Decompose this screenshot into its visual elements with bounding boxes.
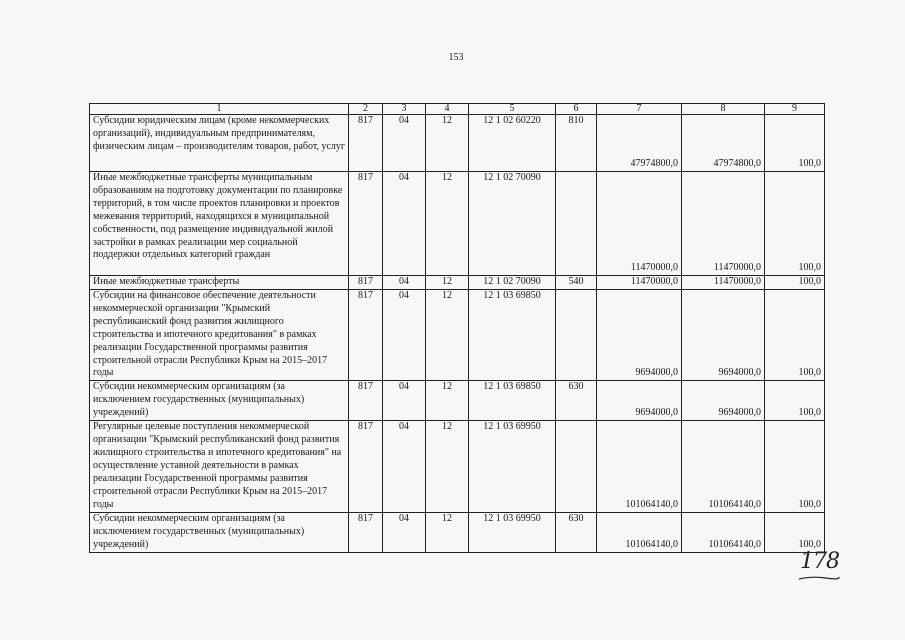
row-code-subsection: 12 — [426, 172, 469, 276]
row-description: Субсидии некоммерческим организациям (за исключением государственных (муниципальных) учреждений) — [90, 512, 349, 552]
table-row — [90, 512, 825, 552]
row-code-target: 12 1 03 69850 — [469, 290, 556, 381]
column-header: 1 — [90, 104, 349, 115]
row-code-section: 04 — [383, 115, 426, 172]
table-row — [90, 381, 825, 421]
column-header: 3 — [383, 104, 426, 115]
column-header: 4 — [426, 104, 469, 115]
row-percent: 100,0 — [765, 512, 825, 552]
row-amount-actual: 9694000,0 — [682, 290, 765, 381]
row-code-subsection: 12 — [426, 512, 469, 552]
row-code-section: 04 — [383, 512, 426, 552]
row-code-subsection: 12 — [426, 421, 469, 512]
row-code-subsection: 12 — [426, 290, 469, 381]
row-code-expense-type: 630 — [556, 381, 597, 421]
row-amount-actual: 11470000,0 — [682, 276, 765, 290]
row-code-expense-type — [556, 421, 597, 512]
row-amount-actual: 11470000,0 — [682, 172, 765, 276]
page-number: 153 — [448, 52, 464, 63]
column-header: 9 — [765, 104, 825, 115]
row-description: Субсидии некоммерческим организациям (за исключением государственных (муниципальных) учреждений) — [90, 381, 349, 421]
row-description: Субсидии юридическим лицам (кроме некоммерческих организаций), индивидуальным предпринимателям, физическим лицам – производителям товаров, работ, услуг — [90, 115, 349, 172]
row-description: Иные межбюджетные трансферты муниципальным образованиям на подготовку документации по планировке территорий, в том числе проектов планировки и проектов межевания территорий, находящихся в муниципальной собственности, под размещение индивидуальной жилой застройки в рамках реализации мер социальной поддержки отдельных категорий граждан — [90, 172, 349, 276]
column-header: 6 — [556, 104, 597, 115]
table-header-row — [90, 104, 825, 115]
row-code-ministry: 817 — [349, 381, 383, 421]
row-code-ministry: 817 — [349, 276, 383, 290]
underline-stroke — [798, 575, 840, 581]
table-row — [90, 115, 825, 172]
row-percent: 100,0 — [765, 381, 825, 421]
row-code-target: 12 1 03 69950 — [469, 512, 556, 552]
row-amount-planned: 101064140,0 — [597, 421, 682, 512]
table-row — [90, 421, 825, 512]
row-code-expense-type: 630 — [556, 512, 597, 552]
row-code-ministry: 817 — [349, 115, 383, 172]
row-description: Регулярные целевые поступления некоммерческой организации "Крымский республиканский фонд развития жилищного строительства и ипотечного кредитования" на осуществление уставной деятельности в рамках реализации Государственной программы развития строительной отрасли Республики Крым на 2015–2017 годы — [90, 421, 349, 512]
row-amount-actual: 101064140,0 — [682, 512, 765, 552]
column-header: 5 — [469, 104, 556, 115]
row-description: Иные межбюджетные трансферты — [90, 276, 349, 290]
row-code-section: 04 — [383, 421, 426, 512]
column-header: 7 — [597, 104, 682, 115]
row-code-ministry: 817 — [349, 421, 383, 512]
row-code-ministry: 817 — [349, 172, 383, 276]
row-code-target: 12 1 02 60220 — [469, 115, 556, 172]
table-row — [90, 172, 825, 276]
table-row — [90, 276, 825, 290]
row-code-expense-type — [556, 172, 597, 276]
row-percent: 100,0 — [765, 172, 825, 276]
row-amount-planned: 11470000,0 — [597, 276, 682, 290]
column-header: 8 — [682, 104, 765, 115]
row-percent: 100,0 — [765, 421, 825, 512]
row-amount-planned: 47974800,0 — [597, 115, 682, 172]
row-code-target: 12 1 03 69950 — [469, 421, 556, 512]
row-code-target: 12 1 02 70090 — [469, 172, 556, 276]
row-code-subsection: 12 — [426, 115, 469, 172]
row-code-section: 04 — [383, 290, 426, 381]
column-header: 2 — [349, 104, 383, 115]
row-amount-actual: 9694000,0 — [682, 381, 765, 421]
row-code-expense-type: 540 — [556, 276, 597, 290]
row-amount-planned: 11470000,0 — [597, 172, 682, 276]
row-amount-planned: 9694000,0 — [597, 290, 682, 381]
table-row — [90, 290, 825, 381]
row-code-ministry: 817 — [349, 290, 383, 381]
row-code-expense-type: 810 — [556, 115, 597, 172]
row-amount-planned: 9694000,0 — [597, 381, 682, 421]
row-amount-actual: 47974800,0 — [682, 115, 765, 172]
row-code-section: 04 — [383, 381, 426, 421]
row-code-section: 04 — [383, 276, 426, 290]
row-code-subsection: 12 — [426, 381, 469, 421]
row-percent: 100,0 — [765, 290, 825, 381]
row-code-ministry: 817 — [349, 512, 383, 552]
row-code-expense-type — [556, 290, 597, 381]
row-percent: 100,0 — [765, 115, 825, 172]
row-code-target: 12 1 03 69850 — [469, 381, 556, 421]
row-amount-actual: 101064140,0 — [682, 421, 765, 512]
row-description: Субсидии на финансовое обеспечение деятельности некоммерческой организации "Крымский республиканский фонд развития жилищного строительства и ипотечного кредитования" в рамках реализации Государственной программы развития строительной отрасли Республики Крым на 2015–2017 годы — [90, 290, 349, 381]
budget-table — [89, 103, 825, 553]
row-code-subsection: 12 — [426, 276, 469, 290]
handwritten-page-number — [800, 549, 839, 574]
row-amount-planned: 101064140,0 — [597, 512, 682, 552]
row-code-section: 04 — [383, 172, 426, 276]
row-code-target: 12 1 02 70090 — [469, 276, 556, 290]
handwritten-number-text: 178 — [800, 549, 839, 574]
row-percent: 100,0 — [765, 276, 825, 290]
